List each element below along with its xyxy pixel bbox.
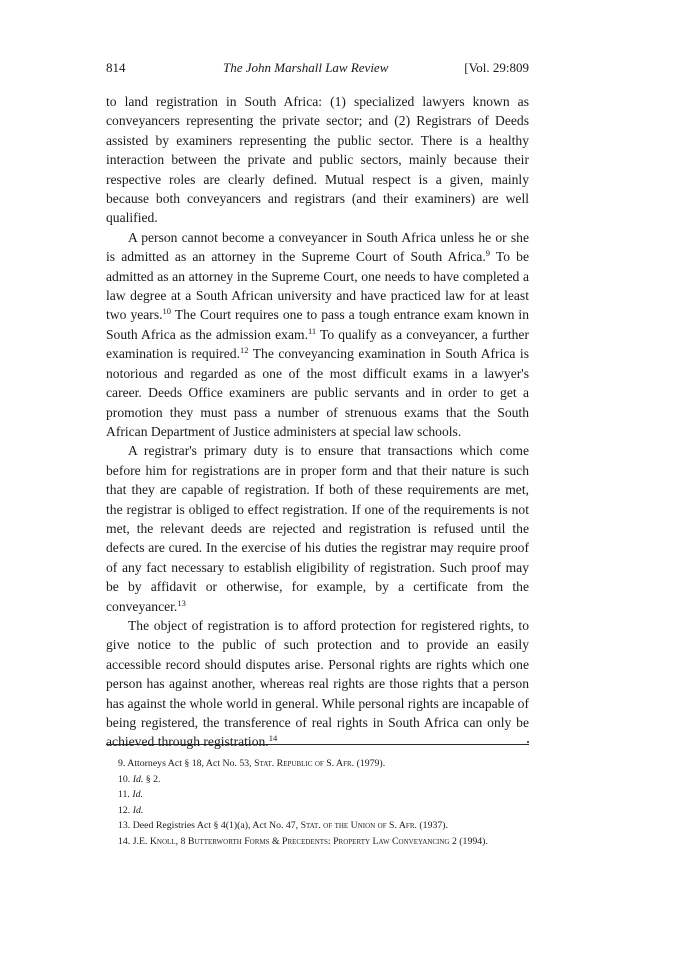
paragraph <box>106 92 529 228</box>
paragraph-text: To be admitted as an attorney in the Supreme Court, one needs to have completed a law degree at a South African university and have practiced law for at least two years. <box>106 249 529 323</box>
paragraph-text: The conveyancing examination in South Africa is notorious and regarded as one of the most difficult exams in a lawyer's career. Deeds Office examiners are public servants and in order to get a promotion they must pass a number of strenuous exams that the South African Department of Justice administers at special law schools. <box>106 346 529 439</box>
footnote-text: 11. <box>118 789 133 801</box>
footnote-reference[interactable]: 11 <box>307 325 317 336</box>
footnote-italic: Id. <box>132 773 144 785</box>
footnote-reference[interactable]: 14 <box>268 733 278 744</box>
footnote-italic: Id. <box>132 789 143 801</box>
footnote-text: (1979). <box>354 758 386 769</box>
footnote <box>106 772 529 788</box>
footnote-source-smallcaps: Knoll <box>149 835 176 847</box>
footnote-source-smallcaps: Stat. Republic of S. Afr. <box>254 758 355 769</box>
footnote <box>106 803 529 819</box>
paragraph <box>106 441 529 616</box>
footnote-text: 2 (1994). <box>449 835 488 847</box>
paragraph-text: The object of registration is to afford protection for registered rights, to give notice to the public of such protection and to provide an easily accessible record should disputes arise. Personal rights are rights which one person has against another, whereas real rights are those rights that a person has against the whole world in general. While personal rights are incapable of being registered, the transference of real rights in South Africa can only be achieved through registration. <box>106 617 529 750</box>
footnote-reference[interactable]: 10 <box>162 306 172 317</box>
footnotes <box>106 756 529 850</box>
footnote-source-smallcaps: Butterworth Forms & Precedents: Property Law Conveyancing <box>187 835 450 847</box>
footnote-text: , 8 <box>175 835 188 847</box>
paragraph-text: The Court requires one to pass a tough entrance exam known in South Africa as the admission exam. <box>106 307 529 342</box>
paragraph-text: To qualify as a conveyancer, a further examination is required. <box>106 326 529 362</box>
footnote-text: (1937). <box>416 820 448 832</box>
paragraph <box>106 616 529 752</box>
footnote-reference[interactable]: 13 <box>177 597 186 608</box>
footnote-reference[interactable]: 12 <box>239 345 249 356</box>
running-head <box>106 60 529 80</box>
paragraph-text: A person cannot become a conveyancer in South Africa unless he or she is admitted as an attorney in the Supreme Court of South Africa. <box>106 229 529 265</box>
footnote-text: 12. <box>118 804 133 816</box>
journal-title: The John Marshall Law Review <box>223 60 389 75</box>
paragraph-text: A registrar's primary duty is to ensure that transactions which come before him for registrations are in proper form and that their nature is such that they are capable of registration. If both of these requirements are met, the registrar is obliged to effect registration. If one of the requirements is not met, the relevant deeds are rejected and registration is refused until the defects are cured. In the exercise of his duties the registrar may require proof of any fact necessary to establish eligibility of registration. Such proof may be by affidavit or otherwise, for example, by a certificate from the conveyancer. <box>106 443 529 614</box>
footnote <box>106 834 529 850</box>
body-text <box>106 92 529 752</box>
paragraph-text: to land registration in South Africa: (1) specialized lawyers known as conveyancers representing the private sector; and (2) Registrars of Deeds assisted by examiners representing the public sector. There is a healthy interaction between the private and public sectors, mainly because their respective roles are clearly defined. Mutual respect is a given, mainly because both conveyancers and registrars (and their examiners) are well qualified. <box>106 94 529 226</box>
footnote-text: 13. Deed Registries Act § 4(1)(a), Act No. 47, <box>118 820 301 832</box>
footnote <box>106 756 529 772</box>
footnote <box>106 787 529 803</box>
footnote-text: § 2. <box>143 773 161 785</box>
footnote-source-smallcaps: Stat. of the Union of S. Afr. <box>300 820 417 832</box>
footnote-italic: Id. <box>132 804 144 816</box>
volume-citation: [Vol. 29:809 <box>464 60 529 75</box>
footnote <box>106 818 529 834</box>
footnote-divider <box>106 744 529 745</box>
footnote-text: 9. Attorneys Act § 18, Act No. 53, <box>118 758 255 769</box>
footnote-text: 14. J.E. <box>118 835 150 847</box>
paragraph <box>106 228 529 441</box>
footnote-reference[interactable]: 9 <box>485 248 490 259</box>
footnote-text: 10. <box>118 773 133 785</box>
footnote-divider-mark <box>527 741 529 743</box>
page-number: 814 <box>106 60 126 75</box>
